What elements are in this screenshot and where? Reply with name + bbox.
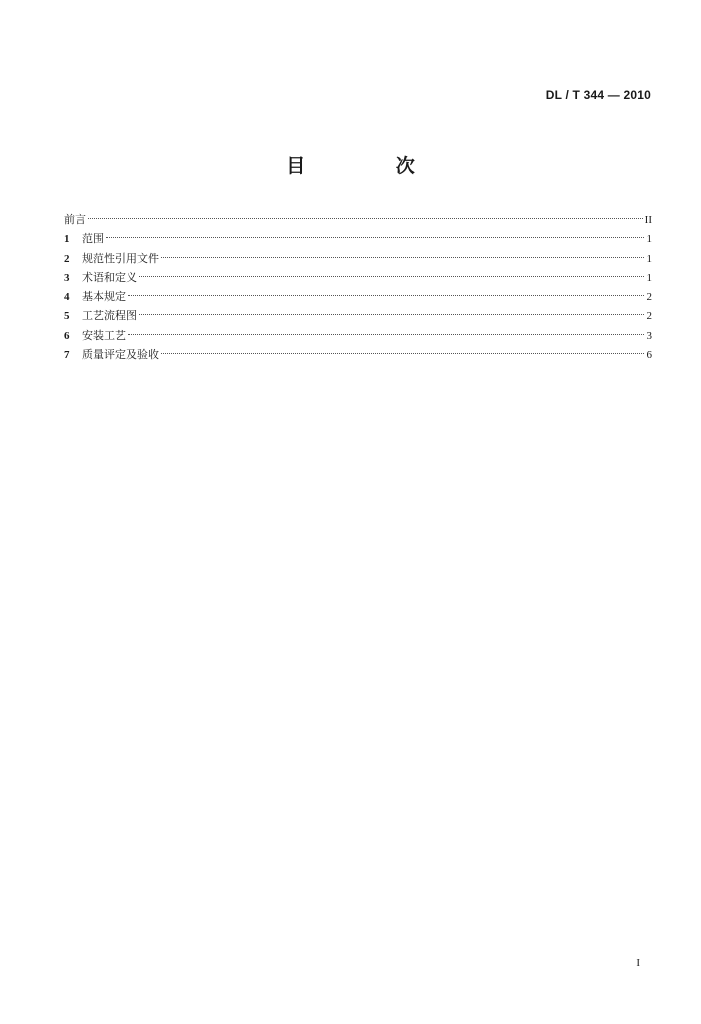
toc-leader-dots [139, 276, 644, 277]
toc-entry-label: 工艺流程图 [82, 309, 137, 323]
toc-entry-process-flowchart[interactable] [64, 306, 652, 325]
toc-leader-dots [161, 257, 644, 258]
toc-entry-label: 前言 [64, 213, 86, 226]
toc-entry-number: 3 [64, 271, 70, 284]
page-number: I [636, 957, 640, 969]
toc-entry-number: 7 [64, 349, 70, 362]
toc-entry-page: 1 [646, 233, 652, 246]
toc-entry-normative-references[interactable] [64, 249, 652, 268]
toc-entry-label: 安装工艺 [82, 328, 126, 342]
toc-entry-page: II [644, 214, 652, 226]
toc-leader-dots [161, 353, 644, 354]
toc-entry-scope[interactable] [64, 229, 652, 248]
toc-entry-number: 4 [64, 291, 70, 304]
toc-entry-terms-definitions[interactable] [64, 268, 652, 287]
toc-entry-label: 基本规定 [82, 290, 126, 304]
toc-entry-page: 2 [646, 291, 652, 304]
toc-entry-quality-acceptance[interactable] [64, 345, 652, 364]
toc-leader-dots [88, 218, 643, 219]
toc-entry-label: 范围 [82, 232, 104, 246]
toc-entry-page: 6 [646, 349, 652, 362]
toc-entry-number: 1 [64, 233, 70, 246]
toc-entry-basic-provisions[interactable] [64, 287, 652, 306]
toc-leader-dots [128, 295, 644, 296]
toc-entry-number: 2 [64, 252, 70, 265]
toc-leader-dots [139, 314, 644, 315]
toc-entry-label: 质量评定及验收 [82, 348, 159, 362]
toc-entry-label: 规范性引用文件 [82, 251, 159, 265]
toc-entry-number: 5 [64, 310, 70, 323]
toc-entry-installation-process[interactable] [64, 326, 652, 345]
toc-entry-number: 6 [64, 329, 70, 342]
table-of-contents [64, 210, 652, 364]
toc-entry-page: 2 [646, 310, 652, 323]
toc-entry-label: 术语和定义 [82, 270, 137, 284]
toc-entry-foreword[interactable] [64, 210, 652, 229]
toc-leader-dots [128, 334, 644, 335]
toc-entry-page: 1 [646, 252, 652, 265]
toc-leader-dots [106, 237, 644, 238]
toc-title: 目 次 [286, 155, 457, 177]
standard-code: DL / T 344 — 2010 [545, 88, 651, 102]
toc-entry-page: 3 [646, 329, 652, 342]
toc-entry-page: 1 [646, 271, 652, 284]
